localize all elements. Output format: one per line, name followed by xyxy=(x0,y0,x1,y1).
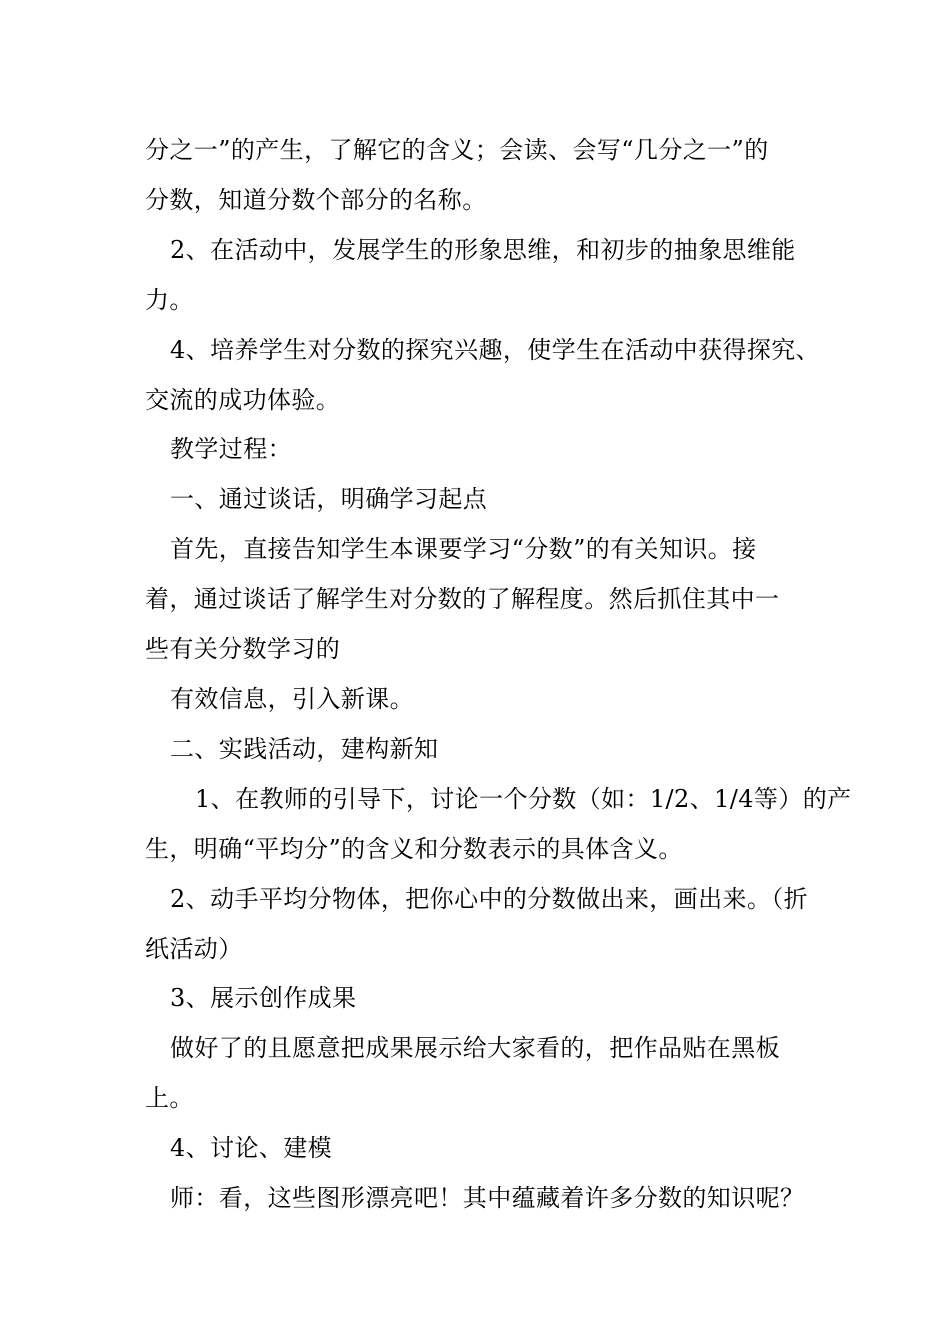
text-line: 上。 xyxy=(145,1084,194,1112)
text-line: 1、在教师的引导下，讨论一个分数（如：1/2、1/4等）的产 xyxy=(195,785,852,813)
text-line: 2、动手平均分物体，把你心中的分数做出来，画出来。（折 xyxy=(170,885,809,913)
text-line: 首先，直接告知学生本课要学习“分数”的有关知识。接 xyxy=(170,535,757,563)
text-line: 生，明确“平均分”的含义和分数表示的具体含义。 xyxy=(145,835,683,863)
text-line: 2、在活动中，发展学生的形象思维，和初步的抽象思维能 xyxy=(170,236,796,264)
section-heading: 教学过程： xyxy=(170,435,292,463)
text-line: 有效信息，引入新课。 xyxy=(170,685,414,713)
section-heading: 二、实践活动，建构新知 xyxy=(170,735,439,763)
text-line: 些有关分数学习的 xyxy=(145,635,341,663)
text-line: 师：看，这些图形漂亮吧！其中蕴藏着许多分数的知识呢？ xyxy=(170,1184,805,1212)
section-heading: 4、讨论、建模 xyxy=(170,1134,333,1162)
text-line: 纸活动） xyxy=(145,935,243,963)
text-line: 4、培养学生对分数的探究兴趣，使学生在活动中获得探究、 xyxy=(170,336,821,364)
text-line: 做好了的且愿意把成果展示给大家看的，把作品贴在黑板 xyxy=(170,1034,780,1062)
section-heading: 3、展示创作成果 xyxy=(170,984,357,1012)
text-line: 分之一”的产生，了解它的含义；会读、会写“几分之一”的 xyxy=(145,136,769,164)
text-line: 交流的成功体验。 xyxy=(145,386,341,414)
text-line: 着，通过谈话了解学生对分数的了解程度。然后抓住其中一 xyxy=(145,585,780,613)
text-line: 力。 xyxy=(145,286,194,314)
section-heading: 一、通过谈话，明确学习起点 xyxy=(170,485,488,513)
text-line: 分数，知道分数个部分的名称。 xyxy=(145,186,487,214)
